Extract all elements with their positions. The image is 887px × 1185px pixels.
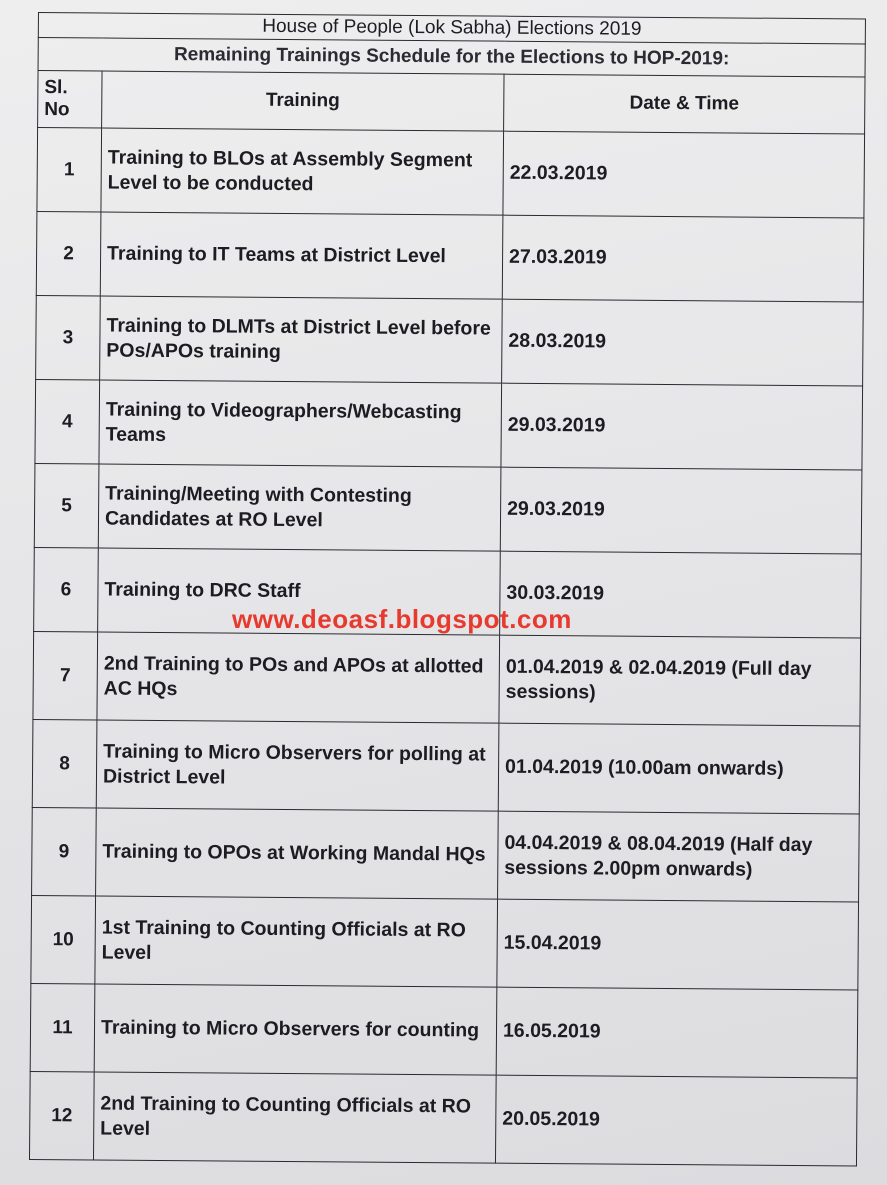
table-row bbox=[36, 295, 864, 385]
training-name: 2nd Training to Counting Officials at RO Level bbox=[93, 1072, 496, 1163]
row-number: 7 bbox=[33, 631, 98, 719]
column-header-date-time: Date & Time bbox=[504, 74, 865, 134]
training-name: Training to DLMTs at District Level before POs/APOs training bbox=[100, 296, 503, 383]
watermark-text: www.deoasf.blogspot.com bbox=[232, 604, 572, 634]
row-number: 10 bbox=[31, 895, 96, 983]
training-date: 29.03.2019 bbox=[500, 467, 862, 554]
training-date: 04.04.2019 & 08.04.2019 (Half day sessions 2.00pm onwards) bbox=[498, 811, 860, 902]
training-name: Training to Videographers/Webcasting Teams bbox=[99, 380, 502, 467]
row-number: 9 bbox=[32, 807, 97, 895]
row-number: 1 bbox=[37, 128, 102, 213]
training-date: 30.03.2019 bbox=[500, 551, 862, 638]
row-number: 2 bbox=[36, 211, 101, 296]
schedule-sheet bbox=[29, 12, 866, 1170]
row-number: 8 bbox=[32, 719, 97, 807]
training-schedule-table bbox=[29, 12, 866, 1166]
table-row bbox=[36, 211, 864, 301]
training-name: Training to OPOs at Working Mandal HQs bbox=[96, 808, 499, 899]
table-row bbox=[30, 983, 858, 1077]
training-date: 28.03.2019 bbox=[502, 299, 864, 386]
training-name: 2nd Training to POs and APOs at allotted AC HQs bbox=[97, 632, 500, 723]
table-row bbox=[35, 379, 863, 469]
training-date: 15.04.2019 bbox=[497, 899, 859, 990]
row-number: 5 bbox=[34, 463, 99, 548]
training-date: 01.04.2019 & 02.04.2019 (Full day sessions) bbox=[499, 635, 861, 726]
training-date: 27.03.2019 bbox=[502, 215, 864, 302]
training-date: 22.03.2019 bbox=[503, 131, 865, 218]
table-row bbox=[32, 719, 860, 813]
column-header-sl-no: Sl. No bbox=[38, 71, 102, 129]
training-date: 20.05.2019 bbox=[495, 1075, 857, 1166]
table-row bbox=[37, 128, 865, 218]
training-name: Training to Micro Observers for polling at District Level bbox=[96, 720, 499, 811]
table-row bbox=[34, 463, 862, 553]
training-name: 1st Training to Counting Officials at RO Level bbox=[95, 896, 498, 987]
row-number: 4 bbox=[35, 379, 100, 464]
schedule-body bbox=[29, 128, 864, 1166]
table-row bbox=[32, 807, 860, 901]
training-name: Training to BLOs at Assembly Segment Level to be conducted bbox=[101, 128, 504, 215]
training-date: 29.03.2019 bbox=[501, 383, 863, 470]
row-number: 6 bbox=[34, 547, 99, 632]
row-number: 3 bbox=[36, 295, 101, 380]
training-name: Training/Meeting with Contesting Candidates at RO Level bbox=[98, 464, 501, 551]
training-date: 01.04.2019 (10.00am onwards) bbox=[498, 723, 860, 814]
table-row bbox=[33, 631, 861, 725]
training-date: 16.05.2019 bbox=[496, 987, 858, 1078]
row-number: 12 bbox=[29, 1071, 94, 1160]
row-number: 11 bbox=[30, 983, 95, 1071]
column-header-training: Training bbox=[102, 71, 504, 131]
training-name: Training to DRC Staff bbox=[98, 548, 501, 635]
training-name: Training to IT Teams at District Level bbox=[100, 212, 503, 299]
table-row bbox=[31, 895, 859, 989]
document-subtitle: Remaining Trainings Schedule for the Elections to HOP-2019: bbox=[38, 38, 865, 77]
document-title: House of People (Lok Sabha) Elections 2019 bbox=[38, 13, 865, 44]
training-name: Training to Micro Observers for counting bbox=[94, 984, 497, 1075]
table-row bbox=[29, 1071, 857, 1165]
